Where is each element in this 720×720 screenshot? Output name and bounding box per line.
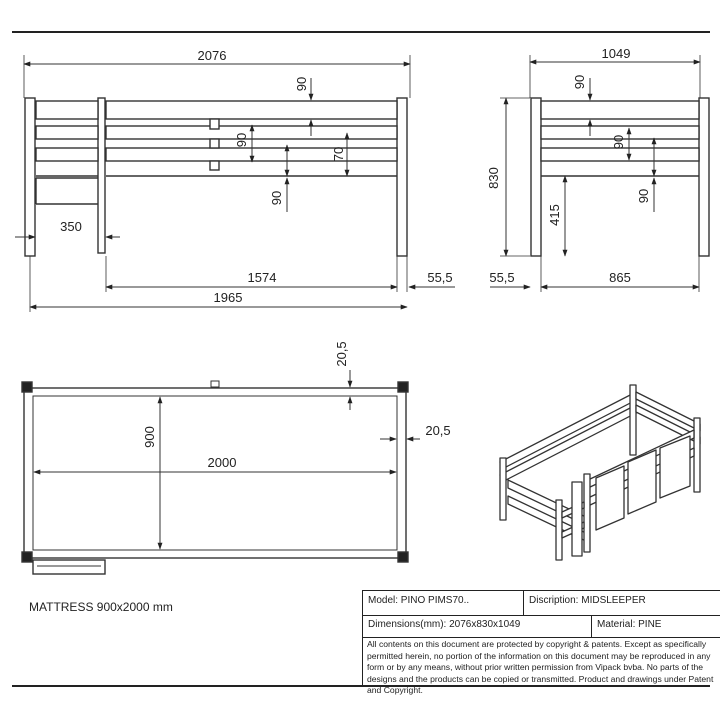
model-cell bbox=[363, 591, 522, 615]
description-value: MIDSLEEPER bbox=[581, 595, 646, 606]
dim-90-gap: 90 bbox=[234, 132, 249, 148]
dim-1574: 1574 bbox=[247, 270, 277, 285]
dim-2076: 2076 bbox=[197, 48, 227, 63]
isometric-bed-view bbox=[500, 385, 700, 560]
model-label: Model: bbox=[368, 595, 399, 606]
copyright-notice: All contents on this document are protected by copyright & patents. Except as specifically permitted herein, no portion of the information on this document may be reproduced in any form or by any means, without prior written permission from Vipack bvba. No parts of the designs and the products can be copied or transmitted. Product and drawings under Patent and Copyright. bbox=[367, 639, 714, 696]
plan-view bbox=[22, 370, 420, 574]
title-block bbox=[362, 590, 720, 696]
dimensions-label: Dimensions(mm): bbox=[368, 619, 447, 630]
dim-415: 415 bbox=[547, 204, 562, 226]
dim-90-top: 90 bbox=[294, 76, 309, 92]
side-elevation bbox=[490, 55, 709, 292]
description-label: Discription: bbox=[529, 595, 579, 606]
dim-70: 70 bbox=[331, 146, 346, 162]
dim-2000: 2000 bbox=[207, 455, 237, 470]
mattress-caption: MATTRESS 900x2000 mm bbox=[29, 600, 173, 614]
dim-90-side-lower: 90 bbox=[636, 188, 651, 204]
front-elevation bbox=[15, 55, 455, 312]
dim-865: 865 bbox=[609, 270, 631, 285]
dim-900: 900 bbox=[142, 426, 157, 448]
dim-20-5-side: 20,5 bbox=[425, 423, 451, 438]
title-row-model bbox=[363, 591, 720, 616]
dimensions-value: 2076x830x1049 bbox=[449, 619, 521, 630]
dim-90-side-top: 90 bbox=[572, 74, 587, 90]
dim-55-5-side: 55,5 bbox=[489, 270, 515, 285]
dim-1049: 1049 bbox=[601, 46, 631, 61]
dim-350: 350 bbox=[60, 219, 82, 234]
dimensions-cell bbox=[363, 615, 594, 637]
material-label: Material: bbox=[597, 619, 636, 630]
dim-90-lower: 90 bbox=[269, 190, 284, 206]
model-value: PINO PIMS70.. bbox=[400, 595, 470, 606]
material-value: PINE bbox=[638, 619, 662, 630]
title-row-dimensions bbox=[363, 615, 720, 638]
dim-1965: 1965 bbox=[213, 290, 243, 305]
description-cell bbox=[523, 591, 720, 615]
dim-90-side-gap: 90 bbox=[611, 134, 626, 150]
dim-55-5-front: 55,5 bbox=[427, 270, 453, 285]
side-dimension-labels bbox=[486, 46, 651, 285]
dim-830: 830 bbox=[486, 167, 501, 189]
material-cell bbox=[591, 615, 720, 637]
dim-20-5-top: 20,5 bbox=[334, 341, 349, 367]
